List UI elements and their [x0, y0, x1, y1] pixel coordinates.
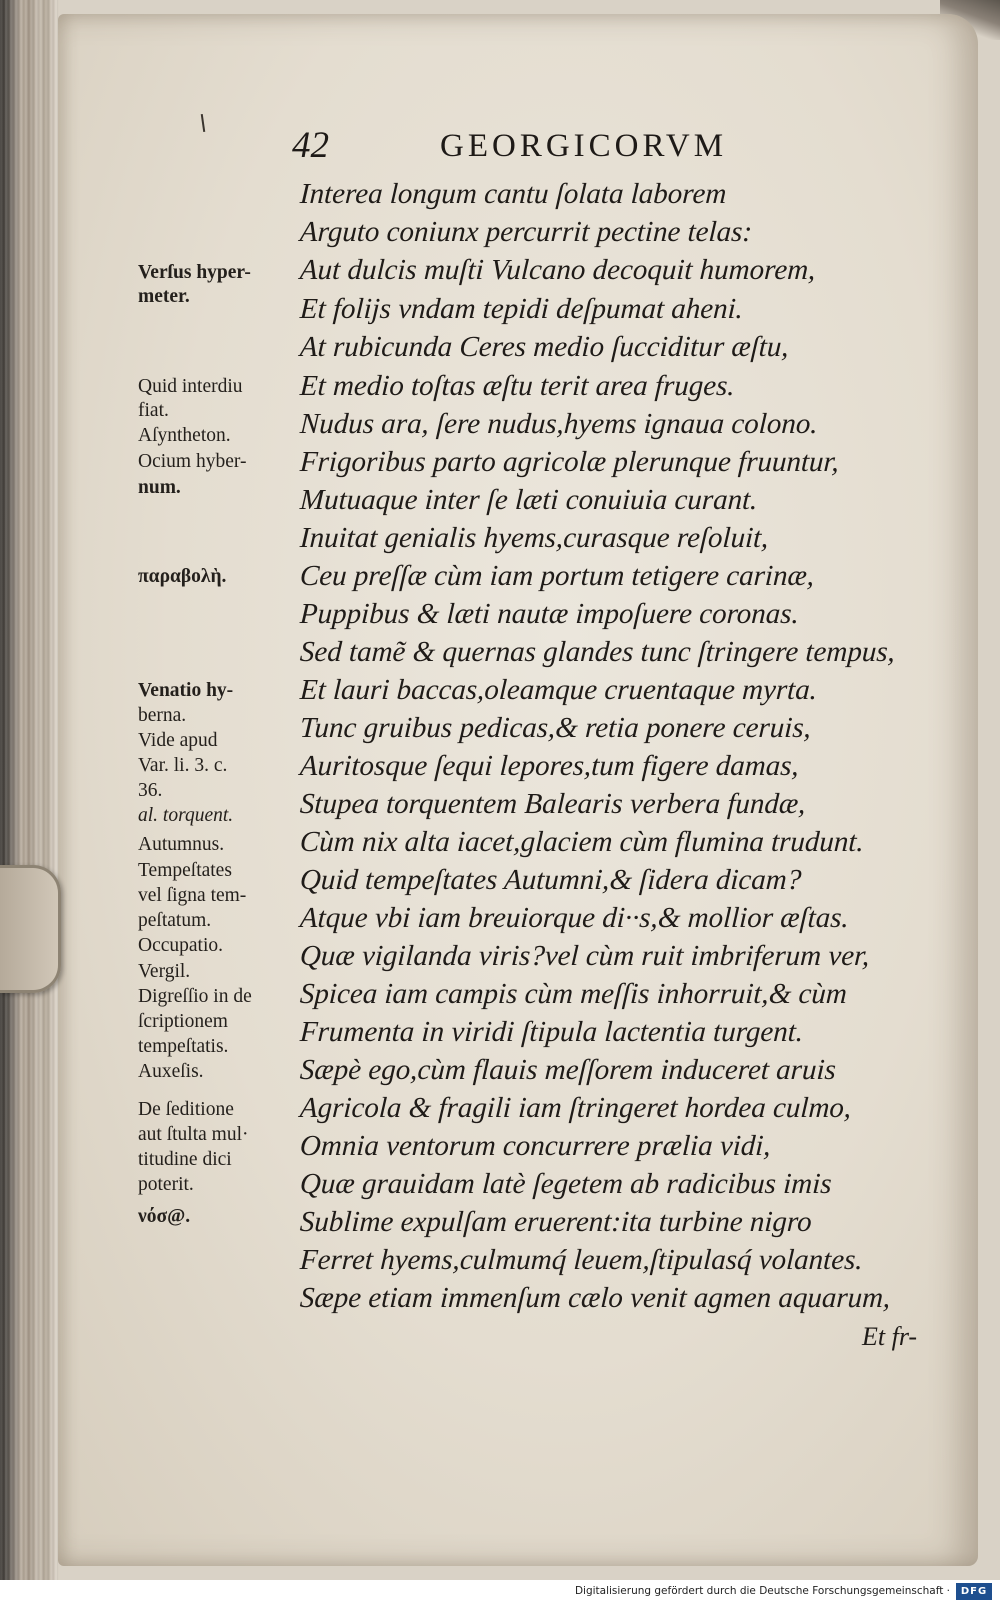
footer-credit: Digitalisierung gefördert durch die Deutsche Forschungsgemeinschaft · — [574, 1585, 950, 1597]
margin-note: Var. li. 3. c. — [138, 755, 228, 776]
verse-line: Quid tempeſtates Autumni,& ſidera dicam? — [299, 864, 803, 896]
verse-line: Inuitat genialis hyems,curasque reſoluit, — [299, 522, 770, 554]
margin-note: peſtatum. — [138, 910, 212, 931]
verse-line: Et folijs vndam tepidi deſpumat aheni. — [299, 293, 744, 325]
verse-line: Puppibus & læti nautæ impoſuere coronas. — [299, 598, 800, 630]
margin-note: vel ſigna tem- — [138, 885, 247, 906]
margin-note: παραβολὴ. — [138, 566, 227, 587]
verse-line: Sublime expulſam eruerent:ita turbine nigro — [299, 1206, 813, 1238]
digitization-footer — [0, 1580, 1000, 1605]
verse-line: Quæ vigilanda viris?vel cùm ruit imbriferum ver, — [299, 940, 871, 972]
margin-note: Tempeſtates — [138, 860, 232, 881]
verse-line: Quæ grauidam latè ſegetem ab radicibus imis — [299, 1168, 833, 1200]
margin-note: Occupatio. — [138, 935, 224, 956]
margin-note: Aſyntheton. — [138, 425, 231, 446]
verse-line: Arguto coniunx percurrit pectine telas: — [299, 216, 753, 248]
margin-note: al. torquent. — [138, 805, 234, 826]
page-header — [292, 124, 852, 168]
margin-note: Vergil. — [138, 961, 191, 982]
page-edges — [0, 0, 58, 1580]
margin-note: Vide apud — [138, 730, 218, 751]
verse-line: At rubicunda Ceres medio ſucciditur æſtu, — [299, 331, 790, 363]
dfg-logo: DFG — [956, 1583, 992, 1600]
verse-line: Ceu preſſæ cùm iam portum tetigere carinæ, — [299, 560, 816, 592]
margin-note: Digreſſio in de — [138, 986, 252, 1007]
verse-line: Sæpè ego,cùm flauis meſſorem induceret aruis — [299, 1054, 837, 1086]
verse-line: Auritosque ſequi lepores,tum figere damas, — [299, 750, 800, 782]
margin-note: Autumnus. — [138, 834, 225, 855]
verse-line: Spicea iam campis cùm meſſis inhorruit,& cùm — [299, 978, 848, 1010]
margin-note: berna. — [138, 705, 187, 726]
margin-note: aut ſtulta mul· — [138, 1124, 249, 1145]
verse-line: Nudus ara, ſere nudus,hyems ignaua colono. — [299, 408, 819, 440]
margin-note: fiat. — [138, 400, 169, 421]
margin-note: tempeſtatis. — [138, 1036, 229, 1057]
verse-line: Et medio toſtas æſtu terit area fruges. — [299, 370, 736, 402]
page-number: 42 — [292, 125, 329, 166]
catchword: Et fr- — [862, 1322, 918, 1351]
margin-note: meter. — [138, 286, 190, 307]
verse-line: Interea longum cantu ſolata laborem — [299, 178, 728, 210]
verse-line: Frumenta in viridi ſtipula lactentia turgent. — [299, 1016, 805, 1048]
running-head: GEORGICORVM — [440, 128, 728, 164]
verse-line: Sed tamẽ & quernas glandes tunc ſtringere tempus, — [299, 636, 896, 668]
verse-line: Tunc gruibus pedicas,& retia ponere ceruis, — [299, 712, 812, 744]
margin-note: ſcriptionem — [138, 1011, 228, 1032]
margin-note: Verſus hyper- — [138, 262, 251, 283]
margin-note: titudine dici — [138, 1149, 232, 1170]
book-clamp — [0, 865, 61, 993]
margin-note: Auxeſis. — [138, 1061, 204, 1082]
margin-note: νόσ@. — [138, 1206, 191, 1227]
verse-line: Cùm nix alta iacet,glaciem cùm flumina trudunt. — [299, 826, 865, 858]
verse-line: Agricola & fragili iam ſtringeret hordea culmo, — [299, 1092, 853, 1124]
verse-line: Aut dulcis muſti Vulcano decoquit humorem, — [299, 254, 817, 286]
margin-note: Quid interdiu — [138, 376, 243, 397]
verse-line: Frigoribus parto agricolæ plerunque fruuntur, — [299, 446, 840, 478]
margin-note: 36. — [138, 780, 163, 801]
margin-note: poterit. — [138, 1174, 194, 1195]
margin-note: De ſeditione — [138, 1099, 234, 1120]
verse-line: Sæpe etiam immenſum cælo venit agmen aquarum, — [299, 1282, 892, 1314]
verse-line: Ferret hyems,culmumq́ leuem,ſtipulasq́ volantes. — [299, 1244, 864, 1276]
verse-line: Omnia ventorum concurrere prælia vidi, — [299, 1130, 772, 1162]
verse-line: Atque vbi iam breuiorque di··s,& mollior æſtas. — [299, 902, 850, 934]
margin-note: num. — [138, 477, 181, 498]
verse-line: Mutuaque inter ſe læti conuiuia curant. — [299, 484, 759, 516]
margin-note: Ocium hyber- — [138, 451, 247, 472]
verse-line: Et lauri baccas,oleamque cruentaque myrta. — [299, 674, 818, 706]
verse-line: Stupea torquentem Balearis verbera fundæ, — [299, 788, 807, 820]
margin-note: Venatio hy- — [138, 680, 234, 701]
